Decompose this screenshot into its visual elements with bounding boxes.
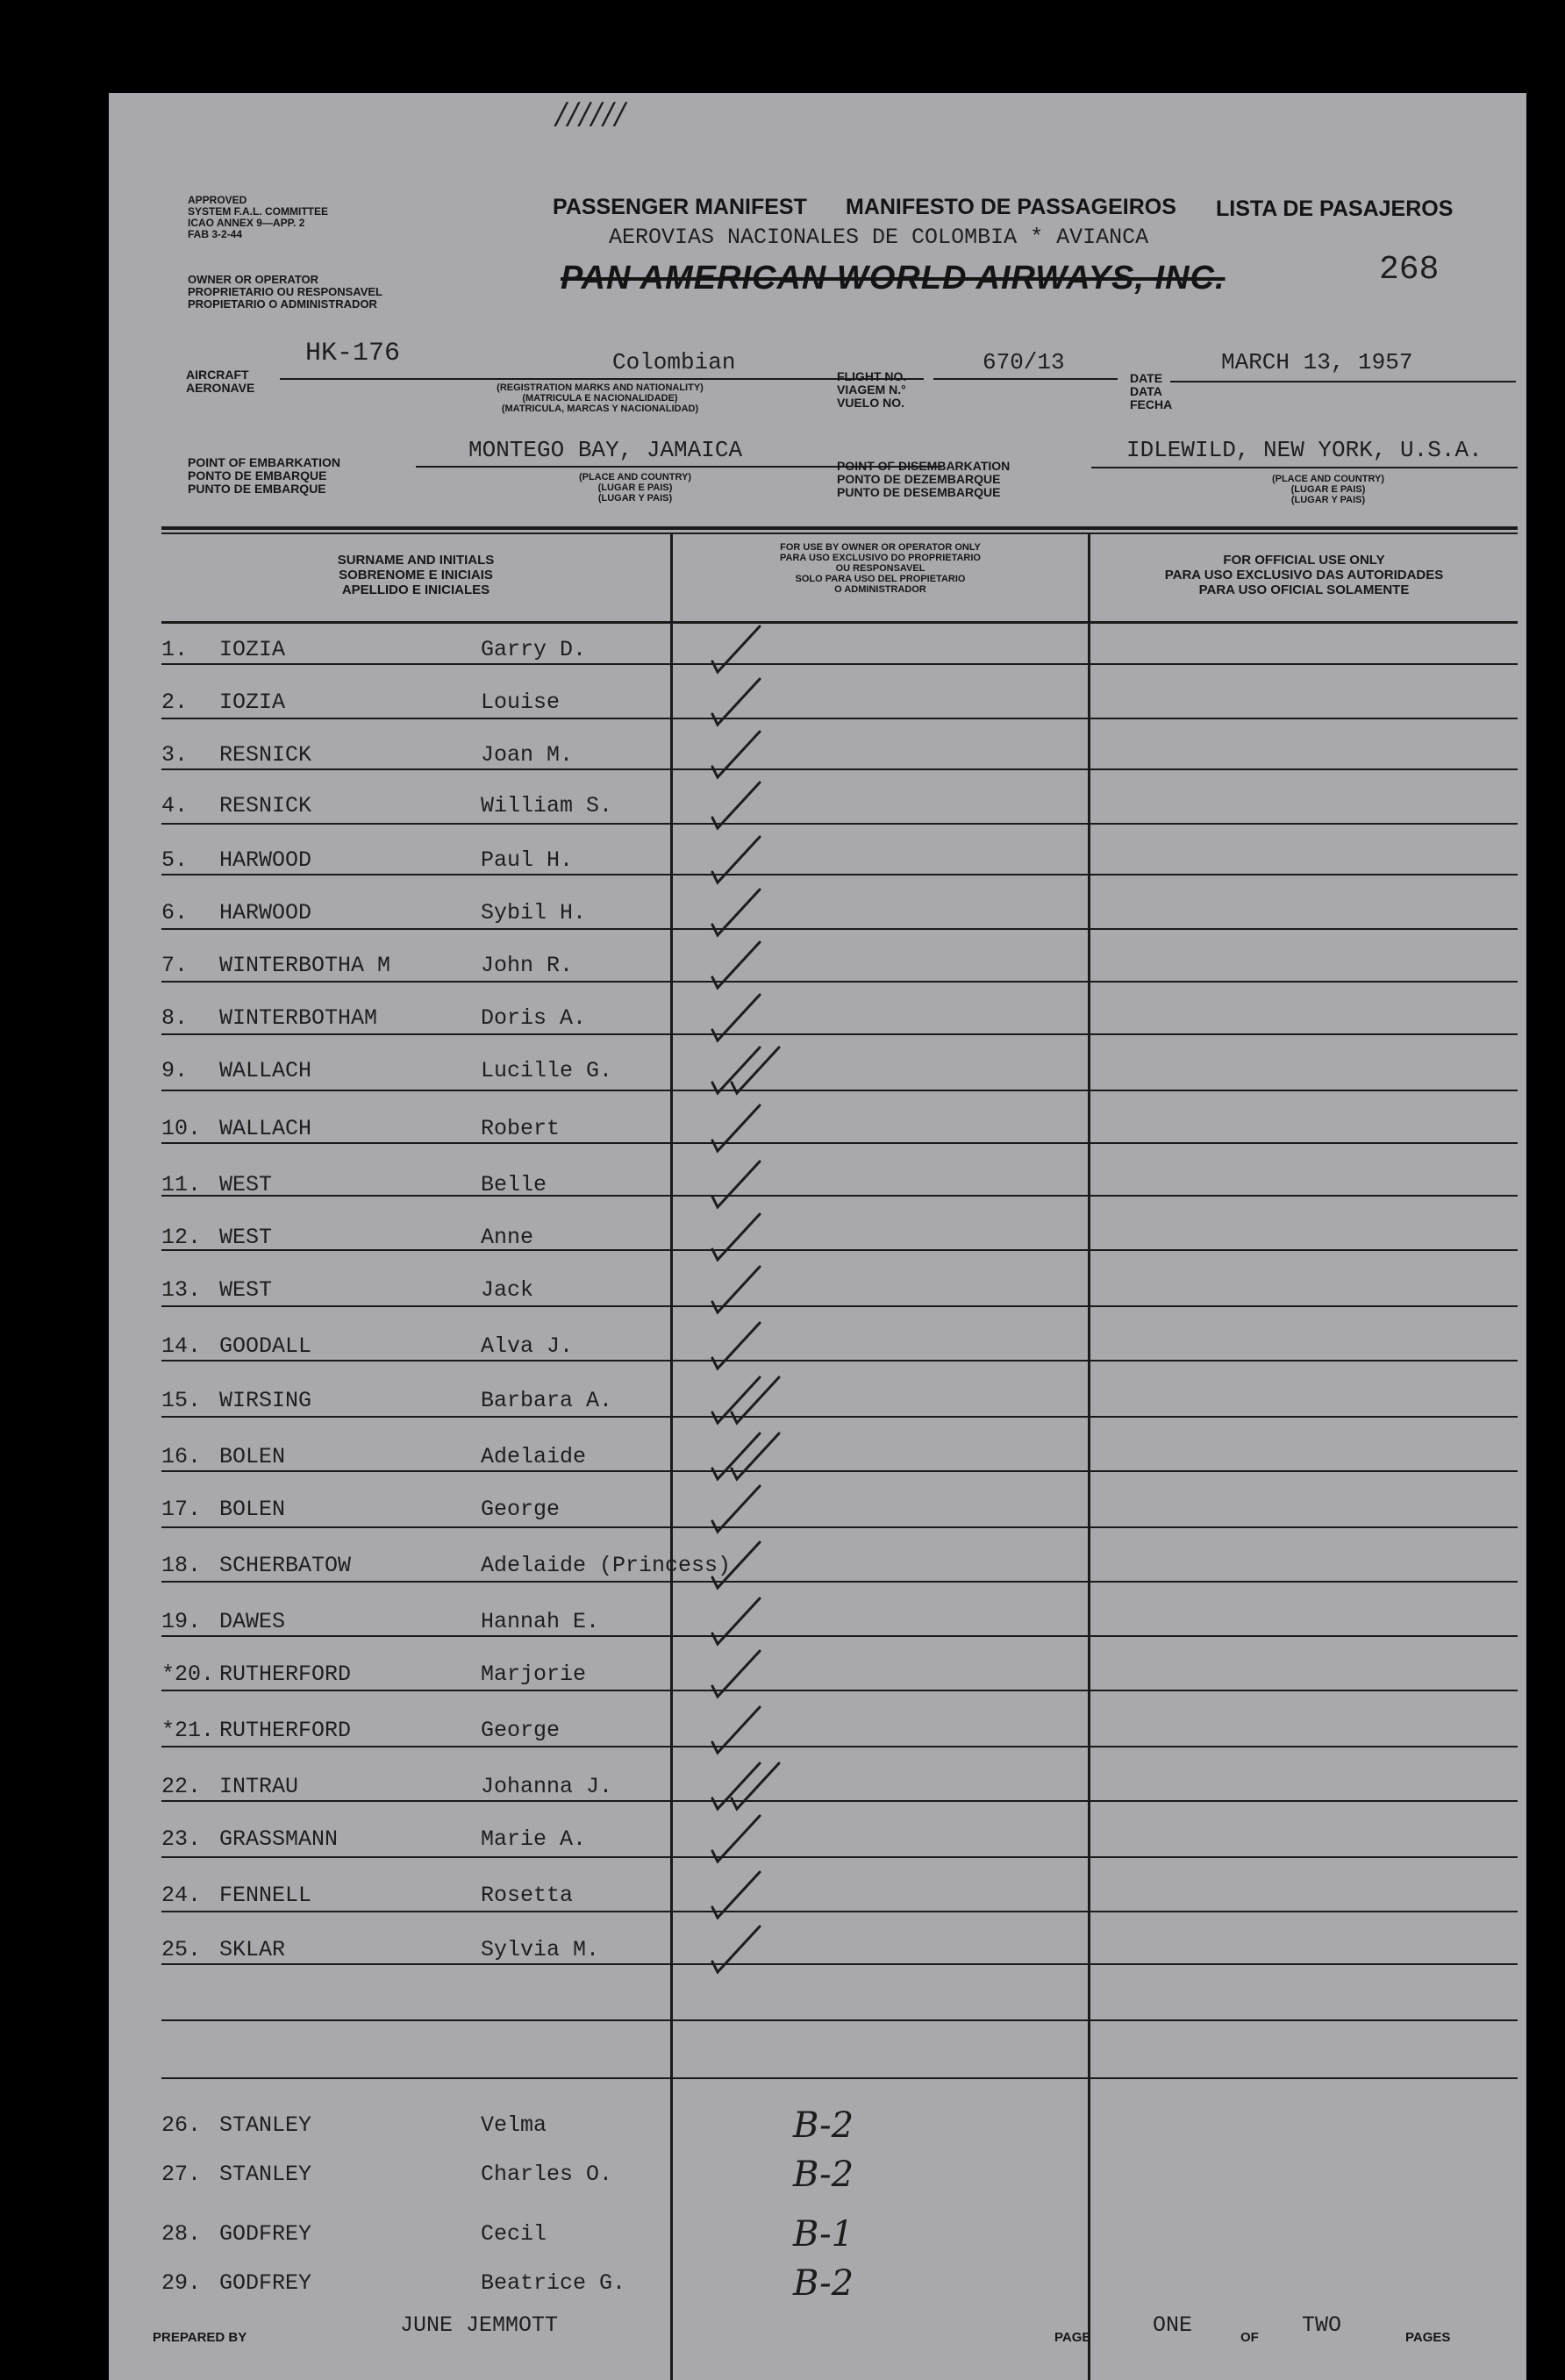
- column-header-line: SOBRENOME E INICIAIS: [339, 568, 493, 582]
- given-name: Marie A.: [481, 1826, 587, 1852]
- owner-label-line: PROPRIETARIO OU RESPONSAVEL: [188, 285, 382, 298]
- approval-line: ICAO ANNEX 9—APP. 2: [188, 217, 305, 229]
- check-mark-icon: [705, 1479, 802, 1540]
- row-number: 1.: [161, 637, 189, 662]
- preparer-name: JUNE JEMMOTT: [400, 2312, 559, 2338]
- row-rule: [161, 2019, 1518, 2021]
- given-name: Johanna J.: [481, 1774, 613, 1799]
- column-header-line: APELLIDO E INICIALES: [341, 582, 490, 597]
- given-name: Hannah E.: [481, 1609, 600, 1634]
- passenger-row: [161, 1883, 1518, 1918]
- passenger-row: [161, 1662, 1518, 1697]
- date-label-line: DATE: [1130, 371, 1163, 385]
- given-name: William S.: [481, 793, 613, 818]
- surname: INTRAU: [219, 1774, 299, 1799]
- disembarkation-sublabel-line: (LUGAR Y PAIS): [1290, 495, 1366, 505]
- of-label: OF: [1240, 2330, 1259, 2345]
- title-english: PASSENGER MANIFEST: [553, 195, 807, 219]
- embarkation-label-line: POINT OF EMBARKATION: [188, 455, 340, 469]
- surname: IOZIA: [219, 637, 286, 662]
- embarkation-sublabel-line: (PLACE AND COUNTRY): [578, 472, 692, 482]
- embarkation-sublabel: [504, 472, 767, 504]
- disembarkation-label-line: PONTO DE DEZEMBARQUE: [837, 472, 1001, 486]
- row-number: 2.: [161, 690, 189, 715]
- aircraft-registration: HK-176: [305, 339, 401, 368]
- tally-marks: //////: [556, 96, 627, 132]
- owner-label-line: OWNER OR OPERATOR: [188, 273, 319, 286]
- disembarkation-sublabel: [1197, 474, 1460, 505]
- row-number: 3.: [161, 742, 189, 768]
- surname: RUTHERFORD: [219, 1718, 352, 1743]
- column-header-line: PARA USO EXCLUSIVO DO PROPRIETARIO: [780, 553, 981, 563]
- passenger-row: [161, 900, 1518, 935]
- check-mark-icon: [705, 1700, 802, 1762]
- row-number: 4.: [161, 793, 189, 818]
- passenger-row: [161, 1277, 1518, 1312]
- given-name: Adelaide (Princess): [481, 1553, 732, 1578]
- surname: STANLEY: [219, 2162, 312, 2187]
- table-top-rule-thin: [161, 532, 1518, 534]
- surname: RUTHERFORD: [219, 1662, 352, 1687]
- disembarkation-label-line: PUNTO DE DESEMBARQUE: [837, 485, 1001, 499]
- check-mark-icon: [705, 1098, 802, 1160]
- surname: SKLAR: [219, 1937, 286, 1962]
- aircraft-sublabel-line: (MATRICULA E NACIONALIDADE): [522, 393, 678, 404]
- surname: WALLACH: [219, 1058, 312, 1083]
- embarkation-sublabel-line: (LUGAR Y PAIS): [597, 493, 673, 504]
- prepared-by-label: PREPARED BY: [153, 2330, 247, 2345]
- surname: HARWOOD: [219, 847, 312, 873]
- row-number: 22.: [161, 1774, 202, 1799]
- operator-name: AEROVIAS NACIONALES DE COLOMBIA * AVIANCA: [609, 225, 1149, 250]
- passenger-row: [161, 1388, 1518, 1423]
- row-number: 14.: [161, 1333, 202, 1359]
- surname: BOLEN: [219, 1444, 286, 1469]
- flight-label-line: FLIGHT NO.: [837, 369, 907, 383]
- given-name: Barbara A.: [481, 1388, 613, 1413]
- given-name: Velma: [481, 2112, 547, 2138]
- passenger-row: [161, 1225, 1518, 1260]
- passenger-row: [161, 690, 1518, 725]
- column-header-line: FOR OFFICIAL USE ONLY: [1223, 553, 1385, 568]
- given-name: Adelaide: [481, 1444, 587, 1469]
- owner-label-line: PROPIETARIO O ADMINISTRADOR: [188, 297, 377, 311]
- given-name: George: [481, 1497, 561, 1522]
- aircraft-nationality: Colombian: [612, 349, 736, 375]
- column-header-line: O ADMINISTRADOR: [834, 584, 926, 595]
- disembarkation-label-line: POINT OF DISEMBARKATION: [837, 459, 1011, 473]
- row-number: 6.: [161, 900, 189, 926]
- given-name: Rosetta: [481, 1883, 574, 1908]
- struck-operator: PAN AMERICAN WORLD AIRWAYS, INC.: [561, 260, 1226, 297]
- aircraft-label-line: AERONAVE: [186, 381, 255, 395]
- row-number: 15.: [161, 1388, 202, 1413]
- row-number: 8.: [161, 1005, 189, 1031]
- row-number: *21.: [161, 1718, 215, 1743]
- passenger-row: [161, 1444, 1518, 1479]
- check-mark-icon: [705, 1535, 802, 1597]
- column-header-line: PARA USO EXCLUSIVO DAS AUTORIDADES: [1164, 568, 1444, 582]
- surname: STANLEY: [219, 2112, 312, 2138]
- row-number: 23.: [161, 1826, 202, 1852]
- disembarkation-sublabel-line: (LUGAR E PAIS): [1290, 484, 1366, 495]
- surname: BOLEN: [219, 1497, 286, 1522]
- row-number: 12.: [161, 1225, 202, 1250]
- row-number: 28.: [161, 2221, 202, 2247]
- page-label: PAGE: [1054, 2330, 1091, 2345]
- row-number: 17.: [161, 1497, 202, 1522]
- passenger-row: [161, 1116, 1518, 1151]
- embarkation-place: MONTEGO BAY, JAMAICA: [468, 437, 743, 463]
- handwritten-visa-mark: B-2: [793, 2105, 854, 2146]
- row-number: 25.: [161, 1937, 202, 1962]
- column-header-names: [161, 553, 670, 597]
- transit-passenger-row: [161, 2214, 1518, 2256]
- given-name: Sybil H.: [481, 900, 587, 926]
- column-header-official: [1090, 553, 1518, 597]
- given-name: Jack: [481, 1277, 534, 1303]
- disembarkation-underline: [1091, 467, 1518, 468]
- transit-passenger-row: [161, 2105, 1518, 2148]
- flight-number: 670/13: [983, 349, 1065, 375]
- aircraft-label-line: AIRCRAFT: [186, 368, 249, 382]
- column-header-line: SOLO PARA USO DEL PROPIETARIO: [795, 574, 966, 584]
- transit-passenger-row: [161, 2155, 1518, 2197]
- owner-label: [188, 274, 382, 311]
- surname: WINTERBOTHA M: [219, 953, 391, 978]
- check-mark-icon: [705, 1809, 802, 1870]
- column-header-line: PARA USO OFICIAL SOLAMENTE: [1198, 582, 1410, 597]
- passenger-row: [161, 1937, 1518, 1972]
- surname: GODFREY: [219, 2221, 312, 2247]
- surname: WEST: [219, 1172, 273, 1197]
- handwritten-visa-mark: B-2: [793, 2155, 854, 2195]
- disembarkation-label: [837, 460, 1010, 499]
- aircraft-sublabel-line: (MATRICULA, MARCAS Y NACIONALIDAD): [501, 404, 699, 414]
- surname: HARWOOD: [219, 900, 312, 926]
- passenger-row: [161, 1058, 1518, 1093]
- total-pages-value: TWO: [1302, 2312, 1342, 2338]
- row-number: 11.: [161, 1172, 202, 1197]
- check-mark-icon: [705, 1260, 802, 1321]
- check-mark-icon: [705, 1040, 802, 1102]
- passenger-row: [161, 1497, 1518, 1532]
- given-name: Anne: [481, 1225, 534, 1250]
- passenger-row: [161, 1172, 1518, 1207]
- approval-line: SYSTEM F.A.L. COMMITTEE: [188, 205, 329, 218]
- surname: WINTERBOTHAM: [219, 1005, 378, 1031]
- given-name: Lucille G.: [481, 1058, 613, 1083]
- approval-block: [188, 195, 328, 240]
- row-number: 19.: [161, 1609, 202, 1634]
- column-header-line: OU RESPONSAVEL: [835, 563, 925, 574]
- passenger-row: [161, 1609, 1518, 1644]
- check-mark-icon: [705, 1644, 802, 1705]
- check-mark-icon: [705, 1919, 802, 1981]
- surname: WIRSING: [219, 1388, 312, 1413]
- passenger-row: [161, 1826, 1518, 1862]
- row-number: 9.: [161, 1058, 189, 1083]
- row-number: 26.: [161, 2112, 202, 2138]
- handwritten-visa-mark: B-1: [793, 2214, 854, 2255]
- flight-label-line: VIAGEM N.°: [837, 382, 906, 397]
- date-underline: [1170, 381, 1516, 382]
- embarkation-label: [188, 456, 340, 496]
- surname: SCHERBATOW: [219, 1553, 352, 1578]
- surname: RESNICK: [219, 742, 312, 768]
- row-number: 18.: [161, 1553, 202, 1578]
- passenger-row: [161, 1333, 1518, 1369]
- column-header-line: FOR USE BY OWNER OR OPERATOR ONLY: [780, 542, 981, 553]
- passenger-row: [161, 637, 1518, 672]
- row-number: 16.: [161, 1444, 202, 1469]
- row-number: *20.: [161, 1662, 215, 1687]
- given-name: Beatrice G.: [481, 2270, 626, 2296]
- given-name: Louise: [481, 690, 561, 715]
- row-rule: [161, 2077, 1518, 2079]
- page-value: ONE: [1153, 2312, 1193, 2338]
- check-mark-icon: [705, 1316, 802, 1377]
- aircraft-underline: [280, 378, 924, 380]
- approval-line: APPROVED: [188, 194, 247, 206]
- surname: WEST: [219, 1277, 273, 1303]
- flight-label-line: VUELO NO.: [837, 396, 905, 410]
- title-spanish: LISTA DE PASAJEROS: [1216, 197, 1454, 221]
- row-number: 13.: [161, 1277, 202, 1303]
- surname: WALLACH: [219, 1116, 312, 1141]
- aircraft-label: [186, 368, 254, 395]
- row-number: 24.: [161, 1883, 202, 1908]
- embarkation-label-line: PONTO DE EMBARQUE: [188, 468, 327, 482]
- given-name: Marjorie: [481, 1662, 587, 1687]
- given-name: John R.: [481, 953, 574, 978]
- passenger-row: [161, 1718, 1518, 1753]
- date-label-line: DATA: [1130, 384, 1162, 398]
- check-mark-icon: [705, 1370, 802, 1432]
- flight-label: [837, 370, 906, 410]
- given-name: Cecil: [481, 2221, 547, 2247]
- row-number: 27.: [161, 2162, 202, 2187]
- column-header-line: SURNAME AND INITIALS: [337, 553, 495, 568]
- handwritten-visa-mark: B-2: [793, 2263, 854, 2304]
- surname: DAWES: [219, 1609, 286, 1634]
- header-bottom-rule: [161, 621, 1518, 624]
- flight-underline: [933, 378, 1118, 380]
- column-header-operator: [673, 542, 1088, 595]
- surname: GODFREY: [219, 2270, 312, 2296]
- given-name: Paul H.: [481, 847, 574, 873]
- row-number: 10.: [161, 1116, 202, 1141]
- surname: WEST: [219, 1225, 273, 1250]
- given-name: Joan M.: [481, 742, 574, 768]
- approval-line: FAB 3-2-44: [188, 228, 243, 240]
- row-number: 5.: [161, 847, 189, 873]
- surname: IOZIA: [219, 690, 286, 715]
- date-label-line: FECHA: [1130, 397, 1173, 411]
- passenger-row: [161, 953, 1518, 988]
- page-number: 268: [1379, 251, 1440, 289]
- passenger-row: [161, 847, 1518, 883]
- table-top-rule: [161, 526, 1518, 530]
- passenger-row: [161, 1553, 1518, 1588]
- embarkation-label-line: PUNTO DE EMBARQUE: [188, 482, 326, 496]
- given-name: Garry D.: [481, 637, 587, 662]
- given-name: Belle: [481, 1172, 547, 1197]
- row-number: 29.: [161, 2270, 202, 2296]
- pages-label: PAGES: [1405, 2330, 1451, 2345]
- surname: RESNICK: [219, 793, 312, 818]
- passenger-row: [161, 1774, 1518, 1809]
- given-name: Alva J.: [481, 1333, 574, 1359]
- given-name: Doris A.: [481, 1005, 587, 1031]
- disembarkation-sublabel-line: (PLACE AND COUNTRY): [1271, 474, 1385, 484]
- passenger-row: [161, 793, 1518, 828]
- transit-passenger-row: [161, 2263, 1518, 2305]
- surname: GRASSMANN: [219, 1826, 339, 1852]
- passenger-row: [161, 742, 1518, 777]
- given-name: George: [481, 1718, 561, 1743]
- date-label: [1130, 372, 1172, 411]
- aircraft-sublabel: [381, 382, 819, 414]
- surname: FENNELL: [219, 1883, 312, 1908]
- check-mark-icon: [705, 775, 802, 837]
- check-mark-icon: [705, 1865, 802, 1926]
- disembarkation-place: IDLEWILD, NEW YORK, U.S.A.: [1126, 437, 1483, 463]
- given-name: Robert: [481, 1116, 561, 1141]
- given-name: Sylvia M.: [481, 1937, 600, 1962]
- aircraft-sublabel-line: (REGISTRATION MARKS AND NATIONALITY): [497, 382, 704, 393]
- manifest-sheet: [109, 93, 1526, 2380]
- embarkation-sublabel-line: (LUGAR E PAIS): [597, 482, 673, 493]
- flight-date: MARCH 13, 1957: [1221, 349, 1413, 375]
- surname: GOODALL: [219, 1333, 312, 1359]
- row-number: 7.: [161, 953, 189, 978]
- title-portuguese: MANIFESTO DE PASSAGEIROS: [846, 195, 1176, 219]
- given-name: Charles O.: [481, 2162, 613, 2187]
- passenger-row: [161, 1005, 1518, 1040]
